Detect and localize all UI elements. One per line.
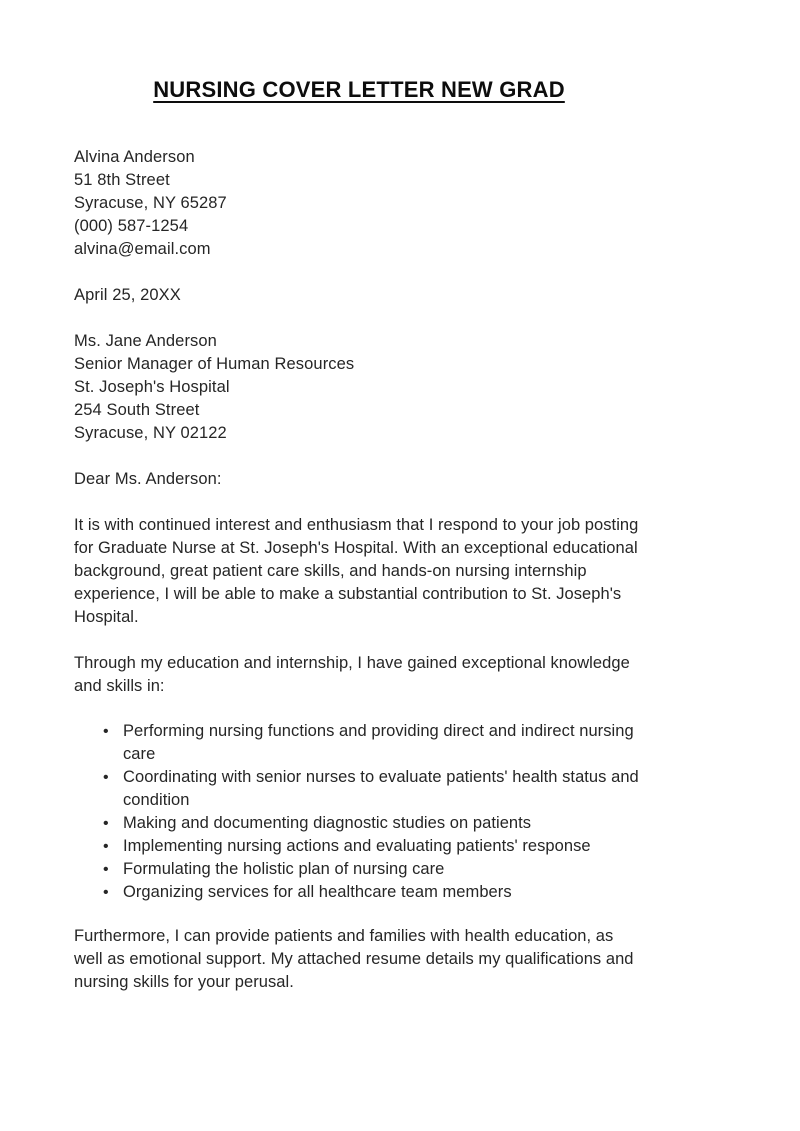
list-item-label: Coordinating with senior nurses to evaluate patients' health status and condition — [123, 768, 639, 810]
recipient-organization: St. Joseph's Hospital — [74, 378, 230, 397]
bullet-icon: • — [103, 861, 109, 879]
recipient-city-state-zip: Syracuse, NY 02122 — [74, 424, 227, 443]
list-item — [74, 881, 644, 904]
sender-phone: (000) 587-1254 — [74, 217, 189, 236]
salutation-block — [74, 468, 644, 491]
letter-date: April 25, 20XX — [74, 286, 181, 305]
sender-name: Alvina Anderson — [74, 148, 195, 167]
list-item — [74, 812, 644, 835]
sender-address-block — [74, 146, 644, 261]
bullet-icon: • — [103, 769, 109, 787]
skills-list — [74, 720, 644, 904]
recipient-address-block — [74, 330, 644, 445]
bullet-icon: • — [103, 838, 109, 856]
bullet-icon: • — [103, 723, 109, 741]
list-item — [74, 835, 644, 858]
recipient-name: Ms. Jane Anderson — [74, 332, 217, 351]
body-paragraph-1: It is with continued interest and enthusiasm that I respond to your job posting for Graduate Nurse at St. Joseph's Hospital. With an exceptional educational background, great patient care skills, and hands-on nursing internship experience, I will be able to make a substantial contribution to St. Joseph's Hospital. — [74, 516, 639, 627]
list-item-label: Performing nursing functions and providing direct and indirect nursing care — [123, 722, 634, 764]
bullet-icon: • — [103, 815, 109, 833]
letter-date-block — [74, 284, 644, 307]
list-item-label: Organizing services for all healthcare team members — [123, 883, 512, 902]
sender-email: alvina@email.com — [74, 240, 211, 259]
recipient-street: 254 South Street — [74, 401, 200, 420]
recipient-job-title: Senior Manager of Human Resources — [74, 355, 355, 374]
list-item-label: Making and documenting diagnostic studies on patients — [123, 814, 532, 833]
list-item-label: Formulating the holistic plan of nursing care — [123, 860, 445, 879]
sender-street: 51 8th Street — [74, 171, 170, 190]
page-title: NURSING COVER LETTER NEW GRAD — [153, 77, 565, 102]
document-content — [74, 0, 644, 994]
sender-city-state-zip: Syracuse, NY 65287 — [74, 194, 227, 213]
list-item — [74, 858, 644, 881]
body-paragraph-2: Through my education and internship, I have gained exceptional knowledge and skills in: — [74, 654, 630, 696]
list-item — [74, 720, 644, 766]
list-item-label: Implementing nursing actions and evaluating patients' response — [123, 837, 591, 856]
body-paragraph-3: Furthermore, I can provide patients and families with health education, as well as emotional support. My attached resume details my qualifications and nursing skills for your perusal. — [74, 927, 634, 992]
bullet-icon: • — [103, 884, 109, 902]
salutation: Dear Ms. Anderson: — [74, 470, 222, 489]
list-item — [74, 766, 644, 812]
